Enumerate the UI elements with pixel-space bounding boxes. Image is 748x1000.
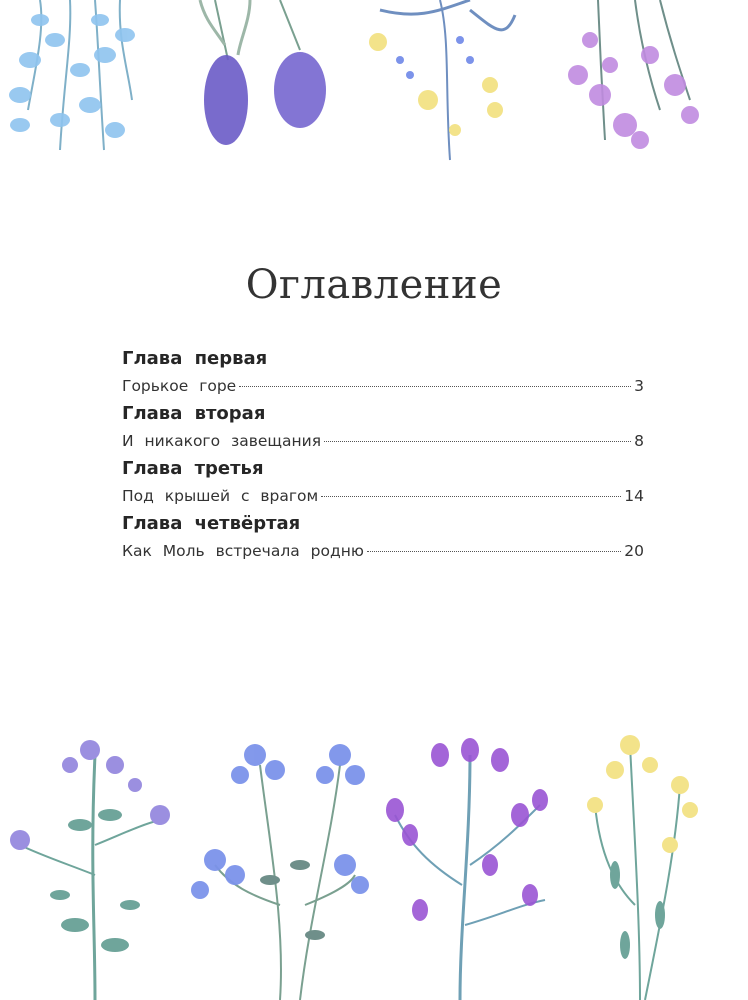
yellow-flower-plant — [587, 735, 698, 1000]
purple-bell-plant — [386, 738, 548, 1000]
entry-title: Под крышей с врагом — [122, 487, 319, 505]
yellow-wildflowers — [369, 0, 515, 160]
page-title: Оглавление — [245, 262, 503, 308]
chapter-heading: Глава первая — [122, 348, 268, 369]
toc-entry[interactable] — [122, 372, 644, 401]
entry-title: И никакого завещания — [122, 432, 322, 450]
entry-title: Как Моль встречала родню — [122, 542, 364, 560]
lilac-flowers — [568, 0, 699, 149]
chapter-heading: Глава четвёртая — [122, 513, 301, 534]
bottom-flower-illustration — [0, 725, 748, 1000]
page-number: 3 — [634, 377, 644, 395]
toc-entry[interactable] — [122, 427, 644, 456]
table-of-contents — [122, 346, 644, 566]
toc-chapter-2 — [122, 401, 644, 456]
dot-leader — [324, 441, 631, 442]
top-flower-illustration — [0, 0, 748, 170]
dot-leader — [239, 386, 631, 387]
dot-leader — [367, 551, 621, 552]
page-number: 14 — [624, 487, 644, 505]
page-number: 8 — [634, 432, 644, 450]
toc-chapter-1 — [122, 346, 644, 401]
toc-entry[interactable] — [122, 482, 644, 511]
toc-entry[interactable] — [122, 537, 644, 566]
oregano-plant — [10, 740, 170, 1000]
chapter-heading: Глава вторая — [122, 403, 266, 424]
forget-me-not-plant — [191, 744, 369, 1000]
dot-leader — [321, 496, 621, 497]
page-number: 20 — [624, 542, 644, 560]
toc-chapter-4 — [122, 511, 644, 566]
toc-chapter-3 — [122, 456, 644, 511]
entry-title: Горькое горе — [122, 377, 237, 395]
lavender-flowers — [200, 0, 326, 145]
chapter-heading: Глава третья — [122, 458, 264, 479]
